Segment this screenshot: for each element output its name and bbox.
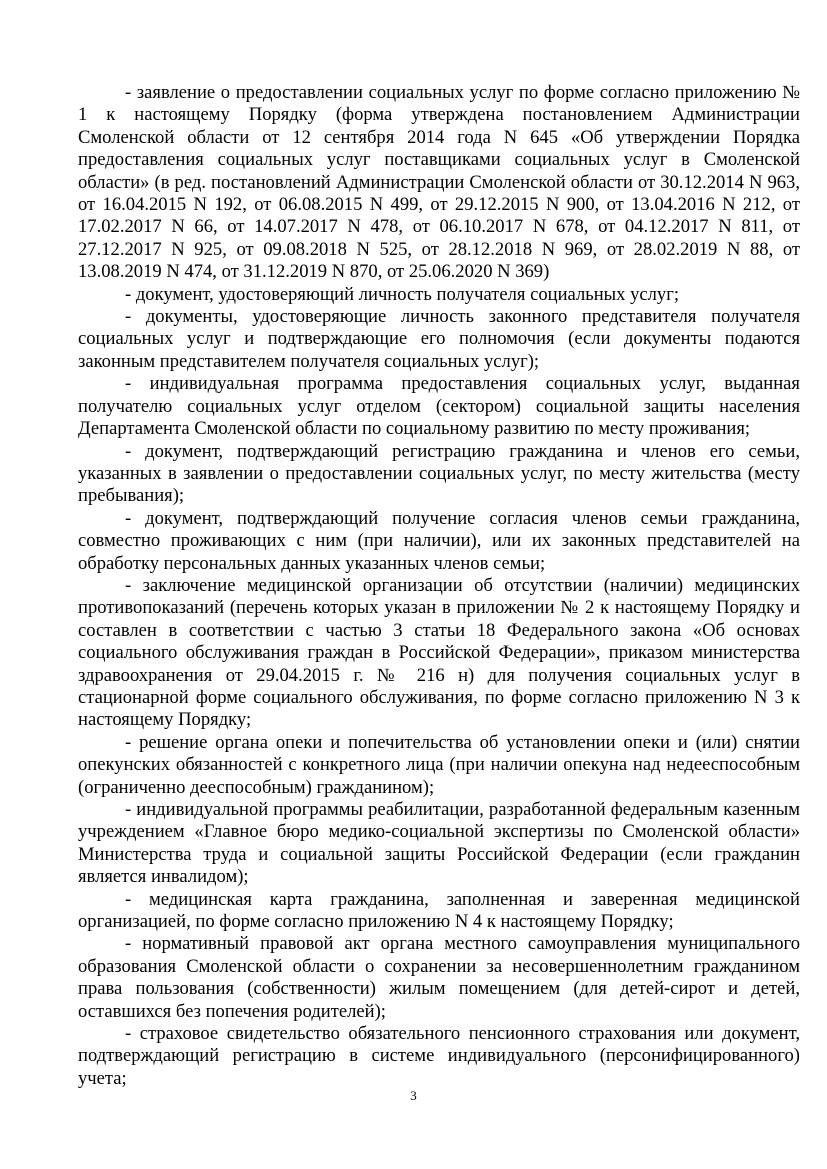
document-body <box>78 82 800 1090</box>
list-item-medical-card: - медицинская карта гражданина, заполненная и заверенная медицинской организацией, по форме согласно приложению N 4 к настоящему Порядку; <box>78 888 800 933</box>
list-item-registration-document: - документ, подтверждающий регистрацию гражданина и членов его семьи, указанных в заявлении о предоставлении социальных услуг, по месту жительства (месту пребывания); <box>78 440 800 507</box>
list-item-consent-document: - документ, подтверждающий получение согласия членов семьи гражданина, совместно проживающих с ним (при наличии), или их законных представителей на обработку персональных данных указанных членов семьи; <box>78 507 800 574</box>
list-item-application-form: - заявление о предоставлении социальных услуг по форме согласно приложению № 1 к настоящему Порядку (форма утверждена постановлением Администрации Смоленской области от 12 сентября 2014 года N 645 «Об утверждении Порядка предоставления социальных услуг поставщиками социальных услуг в Смоленской области» (в ред. постановлений Администрации Смоленской области от 30.12.2014 N 963, от 16.04.2015 N 192, от 06.08.2015 N 499, от 29.12.2015 N 900, от 13.04.2016 N 212, от 17.02.2017 N 66, от 14.07.2017 N 478, от 06.10.2017 N 678, от 04.12.2017 N 811, от 27.12.2017 N 925, от 09.08.2018 N 525, от 28.12.2018 N 969, от 28.02.2019 N 88, от 13.08.2019 N 474, от 31.12.2019 N 870, от 25.06.2020 N 369) <box>78 82 800 283</box>
list-item-individual-program: - индивидуальная программа предоставления социальных услуг, выданная получателю социальных услуг отделом (сектором) социальной защиты населения Департамента Смоленской области по социальному развитию по месту проживания; <box>78 373 800 440</box>
list-item-medical-conclusion: - заключение медицинской организации об отсутствии (наличии) медицинских противопоказаний (перечень которых указан в приложении № 2 к настоящему Порядку и составлен в соответствии с частью 3 статьи 18 Федерального закона «Об основах социального обслуживания граждан в Российской Федерации», приказом министерства здравоохранения от 29.04.2015 г. № 216 н) для получения социальных услуг в стационарной форме социального обслуживания, по форме согласно приложению N 3 к настоящему Порядку; <box>78 574 800 731</box>
list-item-representative-documents: - документы, удостоверяющие личность законного представителя получателя социальных услуг и подтверждающие его полномочия (если документы подаются законным представителем получателя социальных услуг); <box>78 306 800 372</box>
list-item-municipal-act: - нормативный правовой акт органа местного самоуправления муниципального образования Смоленской области о сохранении за несовершеннолетним гражданином права пользования (собственности) жилым помещением (для детей-сирот и детей, оставшихся без попечения родителей); <box>78 933 800 1022</box>
list-item-guardianship-decision: - решение органа опеки и попечительства об установлении опеки и (или) снятии опекунских обязанностей с конкретного лица (при наличии опекуна над недееспособным (ограниченно дееспособным) гражданином); <box>78 731 800 798</box>
list-item-identity-document: - документ, удостоверяющий личность получателя социальных услуг; <box>125 283 680 305</box>
list-item-pension-certificate: - страховое свидетельство обязательного пенсионного страхования или документ, подтверждающий регистрацию в системе индивидуального (персонифицированного) учета; <box>78 1023 800 1089</box>
page-number: 3 <box>410 1088 417 1103</box>
list-item-rehabilitation-program: - индивидуальной программы реабилитации, разработанной федеральным казенным учреждением «Главное бюро медико-социальной экспертизы по Смоленской области» Министерства труда и социальной защиты Российской Федерации (если гражданин является инвалидом); <box>78 799 800 888</box>
